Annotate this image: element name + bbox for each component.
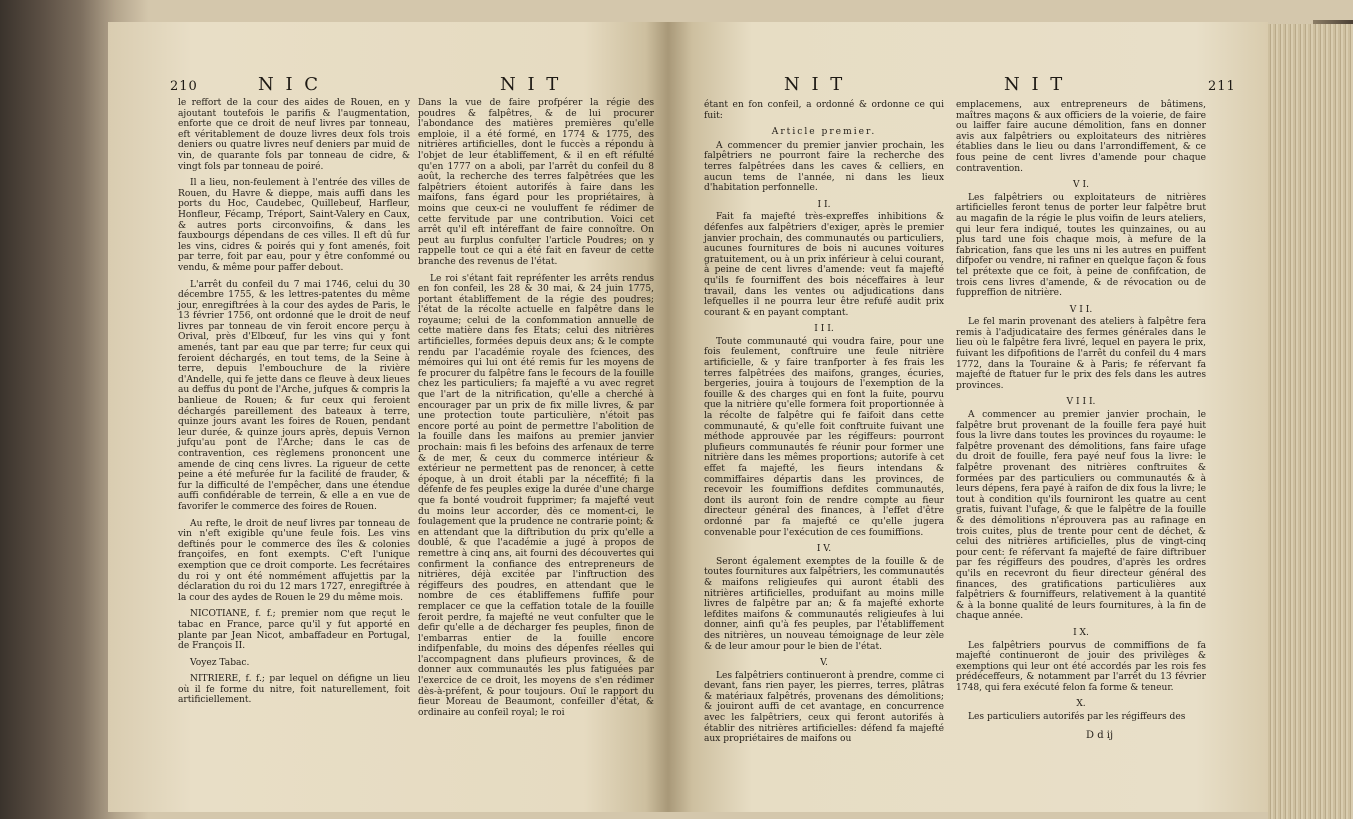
right-page-number: 211 [1208, 79, 1236, 94]
paragraph: A commencer du premier janvier prochain, les falpêtriers ne pourront faire la recherche des terres falpêtrées dans les caves & celliers, en aucun tems de l'année, ni dans les lieux d'habitation perfonnelle. [704, 140, 944, 194]
paragraph: L'arrêt du confeil du 7 mai 1746, celui du 30 décembre 1755, & les lettres-patentes du même jour, enregiftrées à la cour des aydes de Paris, le 13 février 1756, ont ordonné que le droit de neuf livres par tonneau de vin feroit encore perçu à Orival, près d'Elbœuf, fur les vins qui y font amenés, tant par eau que par terre; fur ceux qui feroient déchargés, en tout tems, de la Seine à terre, depuis l'embouchure de la rivière d'Andelle, qui fe jette dans ce fleuve à deux lieues au deffus du pont de l'Arche, jufques & compris la banlieue de Rouen; & fur ceux qui feroient déchargés pareillement des bateaux à terre, quinze jours avant les foires de Rouen, pendant leur durée, & quinze jours après, depuis Vernon jufqu'au pont de l'Arche; dans le cas de contravention, ces règlemens prononcent une amende de cinq cens livres. La rigueur de cette peine a été mefurée fur la facilité de frauder, & fur la difficulté de l'empêcher, dans une étendue auffi confidérable de terrein, & elle a en vue de favorifer le commerce des foires de Rouen. [178, 279, 410, 512]
signature-mark: D d ij [1086, 730, 1114, 741]
paragraph: Les falpêtriers continueront à prendre, comme ci devant, fans rien payer, les pierres, terres, plâtras & matériaux falpêtrés, provenans des démolitions; & jouiront auffi de cet avantage, en concurrence avec les falpêtriers, ceux qui feront autorifés à établir des nitrières artificielles: défend fa majefté aux propriétaires de maifons ou [704, 670, 944, 745]
paragraph: Seront également exemptes de la fouille & de toutes fournitures aux falpêtriers, les communautés & maifons religieufes qui auront établi des nitrières artificielles, produifant au moins mille livres de falpêtre par an; & fa majefté exhorte lefdites maifons & communautés religieufes à lui donner, ainfi qu'à fes peuples, par l'établiffement des nitrières, un nouveau témoignage de leur zèle & de leur amour pour le bien de l'état. [704, 556, 944, 652]
paragraph: Au refte, le droit de neuf livres par tonneau de vin n'eft exigible qu'une feule fois. Les vins deftinés pour le commerce des îles & colonies françoifes, en font exempts. C'eft l'unique exemption que ce droit comporte. Les fecrétaires du roi y ont été nommément affujettis par la déclaration du roi du 12 mars 1727, enregiftrée à la cour des aydes de Rouen le 29 du même mois. [178, 518, 410, 603]
article-number: I I I. [814, 324, 834, 335]
article-number: I X. [1073, 627, 1089, 638]
right-header-nit-right: N I T [1004, 74, 1066, 95]
left-column-2 [418, 98, 654, 724]
article-number: I V. [816, 544, 832, 555]
article-number: V I. [1073, 180, 1089, 191]
paragraph: Les falpêtriers ou exploitateurs de nitrières artificielles feront tenus de porter leur falpêtre brut au magafin de la régie le plus voifin de leurs ateliers, qui leur fera indiqué, toutes les quinzaines, ou au plus tard une fois chaque mois, à mefure de la fabrication, fans que les uns ni les autres en puiffent difpofer ou vendre, ni rafiner en quelque façon & fous tel prétexte que ce foit, à peine de confifcation, de trois cens livres d'amende, & de révocation ou de fuppreffion de nitrière. [956, 192, 1206, 299]
paragraph: NICOTIANE, f. f.; premier nom que reçut le tabac en France, parce qu'il y fut apporté en plante par Jean Nicot, ambaffadeur en Portugal, de François II. [178, 609, 410, 652]
page-edges [1268, 24, 1353, 819]
paragraph: Le roi s'étant fait repréfenter les arrêts rendus en fon confeil, les 28 & 30 mai, & 24 juin 1775, portant établiffement de la régie des poudres; l'état de la récolte actuelle en falpêtre dans le royaume; celui de la confommation annuelle de cette matière dans fes Etats; celui des nitrières artificielles, formées depuis deux ans; & le compte rendu par l'académie royale des fciences, des mémoires qui lui ont été remis fur les moyens de fe procurer du falpêtre fans le fecours de la fouille chez les particuliers; fa majefté a vu avec regret que l'art de la nitrification, qu'elle a cherché à encourager par un prix de fix mille livres, & par une protection toute particulière, n'étoit pas encore porté au point de permettre l'abolition de la fouille dans les maifons au premier janvier prochain: mais fi les befoins des arfenaux de terre & de mer, & ceux du commerce intérieur & extérieur ne permettent pas de renoncer, à cette époque, à un droit établi par la néceffité; fi la défenfe de fes peuples exige la durée d'une charge que fa bonté voudroit fupprimer; fa majefté veut du moins leur accorder, dès ce moment-ci, le foulagement que la prudence ne contrarie point; & en attendant que la diftribution du prix qu'elle a doublé, & que l'académie a jugé à propos de remettre à cinq ans, ait fourni des découvertes qui confirment la confiance des entrepreneurs de nitrières, déjà excitée par l'inftruction des régiffeurs des poudres, en attendant que le nombre de ces établiffemens fuffife pour remplacer ce que la ceffation totale de la fouille feroit perdre, fa majefté ne veut confulter que le defir qu'elle a de décharger fes peuples, finon de l'embarras entier de la fouille encore indifpenfable, du moins des dépenfes réelles qui l'accompagnent dans plufieurs provinces, & de donner aux communautés les plus fatiguées par l'exercice de ce droit, les moyens de s'en rédimer dès-à-préfent, & pour toujours. Ouï le rapport du fieur Moreau de Beaumont, confeiller d'état, & ordinaire au confeil royal; le roi [418, 273, 654, 718]
left-page [108, 22, 668, 812]
paragraph: A commencer au premier janvier prochain, le falpêtre brut provenant de la fouille fera payé huit fous la livre dans toutes les provinces du royaume: le falpêtre provenant des démolitions, fans faire ufage du droit de fouille, fera payé neuf fous la livre: le falpêtre provenant des nitrières conftruites & formées par des particuliers ou communautés & à leurs dépens, fera payé à raifon de dix fous la livre; le tout à condition qu'ils fourniront les quatre au cent gratis, fuivant l'ufage, & que le falpêtre de la fouille & des démolitions n'éprouvera pas au rafinage en trois cuites, plus de trente pour cent de déchet, & celui des nitrières artificielles, plus de vingt-cinq pour cent: fe réfervant fa majefté de faire diftribuer par fes régiffeurs des poudres, d'après les ordres qu'ils en recevront du fieur directeur général des finances, des gratifications particulières aux falpêtriers & fourniffeurs, relativement à la quantité & à la bonne qualité de leurs fournitures, à la fin de chaque année. [956, 410, 1206, 622]
left-page-number: 210 [170, 79, 198, 94]
right-column-1 [704, 100, 944, 751]
paragraph: Le fel marin provenant des ateliers à falpêtre fera remis à l'adjudicataire des fermes générales dans le lieu où le falpêtre fera livré, lequel en payera le prix, fuivant les difpofitions de l'arrêt du confeil du 4 mars 1772, dans la Touraine & à Paris; fe réfervant fa majefté de ftatuer fur le prix des fels dans les autres provinces. [956, 317, 1206, 391]
right-header-nit-left: N I T [784, 74, 846, 95]
paragraph: emplacemens, aux entrepreneurs de bâtimens, maîtres maçons & aux officiers de la voierie, de faire ou laiffer faire aucune démolition, fans en donner avis aux falpêtriers ou exploitateurs des nitrières établies dans le lieu ou dans l'arrondiffement, & ce fous peine de cent livres d'amende pour chaque contravention. [956, 100, 1206, 174]
paragraph: Toute communauté qui voudra faire, pour une fois feulement, conftruire une feule nitrière artificielle, & y faire tranfporter à fes frais les terres falpêtrées des maifons, granges, écuries, bergeries, jouira à toujours de l'exemption de la fouille & des charges qui en font la fuite, pourvu que la nitrière qu'elle formera foit proportionnée à la récolte de falpêtre qui fe faifoit dans cette communauté, & qu'elle foit conftruite fuivant une méthode approuvée par les régiffeurs: pourront plufieurs communautés fe réunir pour former une nitrière dans les mêmes proportions; autorife à cet effet fa majefté, les fieurs intendans & commiffaires départis dans les provinces, de recevoir les foumiffions defdites communautés, dont ils auront foin de rendre compte au fieur directeur général des finances, à l'effet d'être ordonné par fa majefté ce qu'elle jugera convenable pour l'exécution de ces foumiffions. [704, 336, 944, 538]
paragraph: Les falpêtriers pourvus de commiffions de fa majefté continueront de jouir des privilèges & exemptions qui leur ont été accordés par les rois fes prédéceffeurs, & notamment par l'arrêt du 13 février 1748, qui fera exécuté felon fa forme & teneur. [956, 640, 1206, 693]
paragraph: Voyez Tabac. [190, 657, 250, 668]
left-column-1 [178, 98, 410, 712]
left-header-nic: N I C [258, 74, 322, 95]
article-number: I I. [817, 199, 831, 210]
article-number: V I I I. [1066, 397, 1096, 408]
article-number: V I I. [1069, 304, 1093, 315]
paragraph: NITRIERE, f. f.; par lequel on défigne un lieu où il fe forme du nitre, foit naturellement, foit artificiellement. [178, 674, 410, 706]
article-heading: Article premier. [771, 127, 877, 138]
paragraph: Dans la vue de faire profpérer la régie des poudres & falpêtres, & de lui procurer l'abondance des matières premières qu'elle emploie, il a été formé, en 1774 & 1775, des nitrières artificielles, dont le fuccès a répondu à l'objet de leur établiffement, & il en eft réfulté qu'en 1777 on a aboli, par l'arrêt du confeil du 8 août, la recherche des terres falpêtrées que les falpêtriers étoient autorifés à faire dans les maifons, fans égard pour les propriétaires, à moins que ceux-ci ne vouluffent fe rédimer de cette fervitude par une contribution. Voici cet arrêt qu'il eft intéreffant de faire connoître. On peut au furplus confulter l'article Poudres; on y rappelle tout ce qui a été fait en faveur de cette branche des revenus de l'état. [418, 98, 654, 267]
article-number: X. [1076, 699, 1086, 710]
left-header-nit: N I T [500, 74, 562, 95]
right-page [668, 22, 1268, 812]
paragraph: Il a lieu, non-feulement à l'entrée des villes de Rouen, du Havre & dieppe, mais auffi dans les ports du Hoc, Caudebec, Quillebeuf, Harfleur, Honfleur, Fécamp, Tréport, Saint-Valery en Caux, & autres ports circonvoifins, & dans les fauxbourgs dépendans de ces villes. Il eft dû fur les vins, cidres & poirés qui y font amenés, foit par terre, foit par eau, pour y être confommé ou vendu, & même pour paffer debout. [178, 178, 410, 273]
paragraph: étant en fon confeil, a ordonné & ordonne ce qui fuit: [704, 100, 944, 121]
paragraph: Fait fa majefté très-expreffes inhibitions & défenfes aux falpêtriers d'exiger, après le premier janvier prochain, des communautés ou particuliers, aucunes fournitures de bois ni aucunes voitures gratuitement, ou à un prix inférieur à celui courant, à peine de cent livres d'amende: veut fa majefté qu'ils fe fourniffent des bois néceffaires à leur travail, dans les ventes ou adjudications dans lefquelles il ne pourra leur être refufé audit prix courant & en payant comptant. [704, 212, 944, 318]
paragraph: le reffort de la cour des aides de Rouen, en y ajoutant toutefois le parifis & l'augmentation, enforte que ce droit de neuf livres par tonneau, eft véritablement de douze livres deux fols trois deniers ou quatre livres neuf deniers par muid de vin, de quarante fols par tonneau de cidre, & vingt fols par tonneau de poiré. [178, 98, 410, 172]
paragraph: Les particuliers autorifés par les régiffeurs des [968, 712, 1186, 723]
right-column-2 [956, 100, 1206, 729]
article-number: V. [820, 658, 828, 669]
